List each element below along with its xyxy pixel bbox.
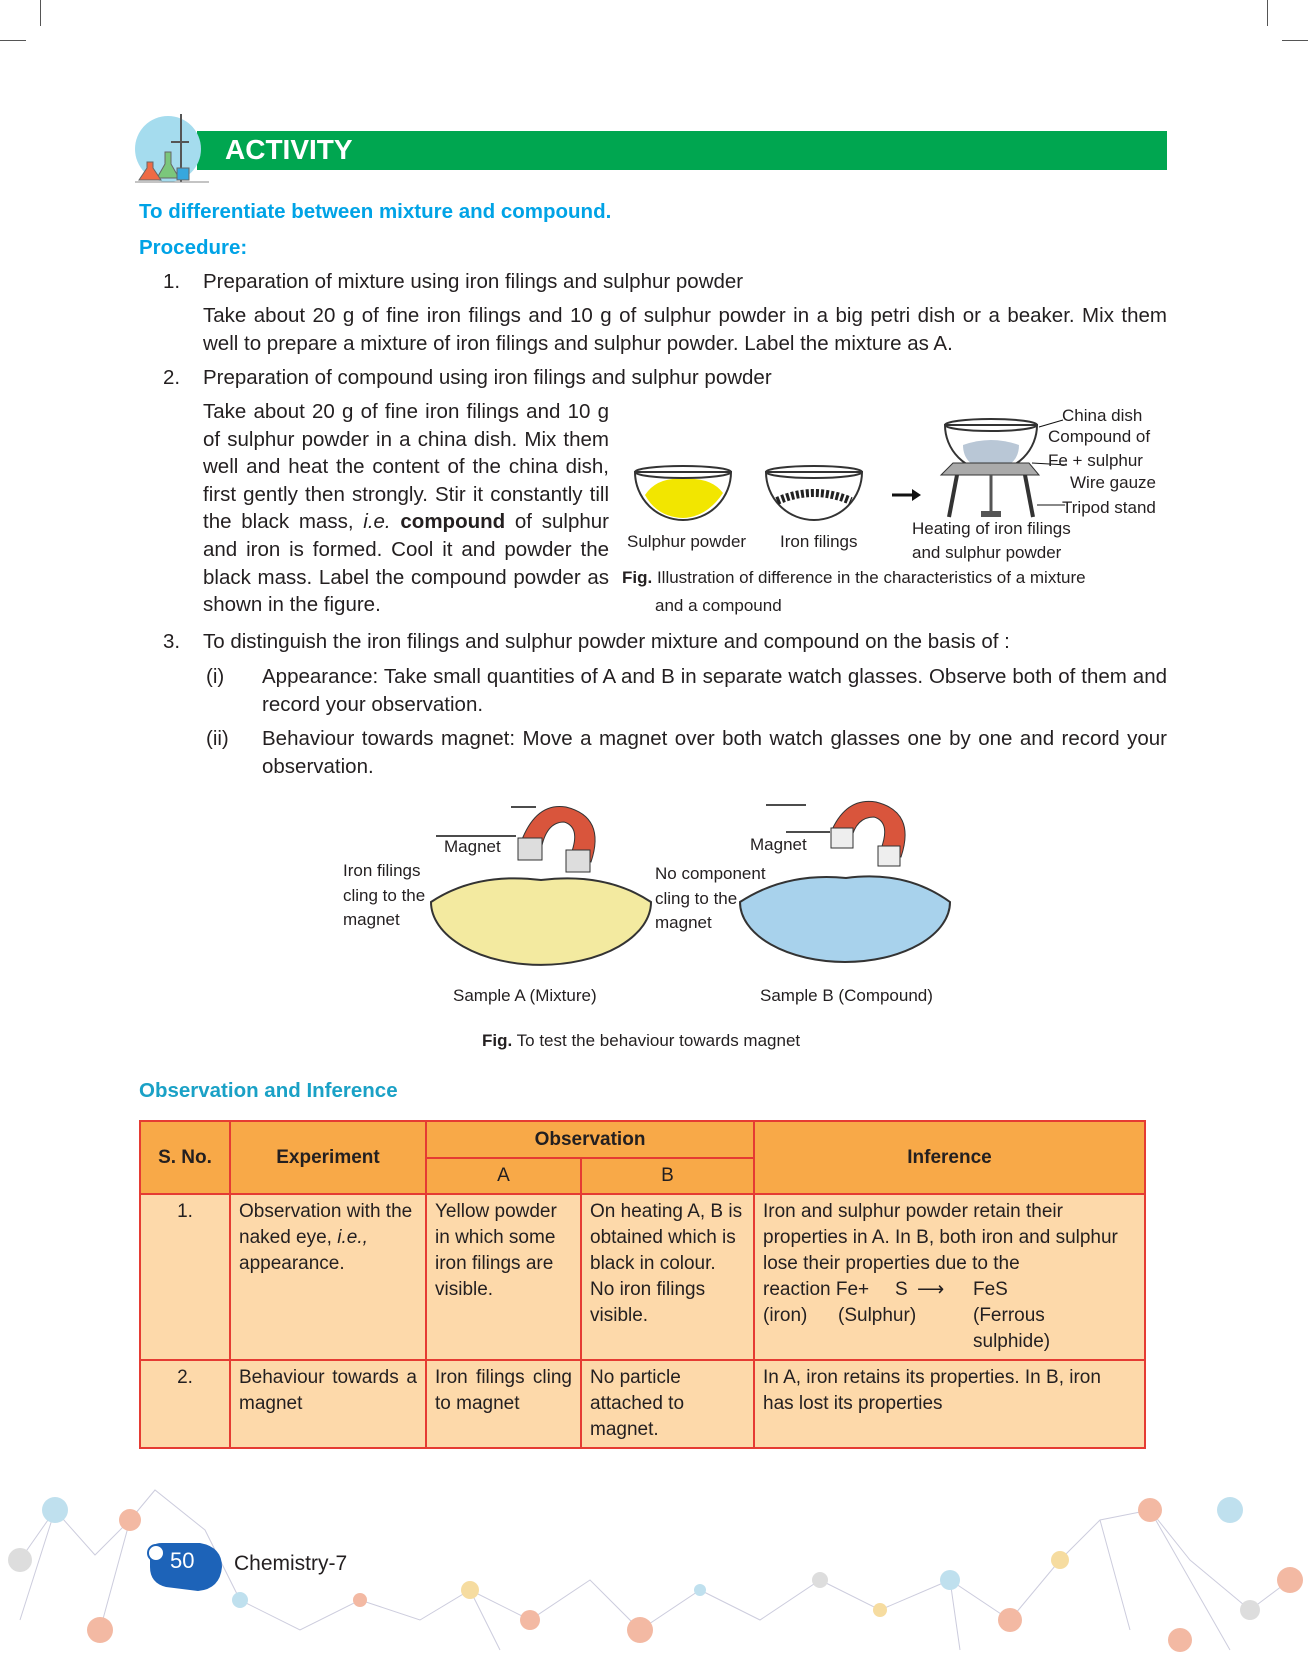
- substep-number: (i): [206, 665, 225, 688]
- substep-number: (ii): [206, 727, 229, 750]
- page-number-badge: [146, 1537, 224, 1593]
- cell-inference: In A, iron retains its properties. In B, iron has lost its properties: [754, 1360, 1145, 1448]
- label-no-cling: No component: [655, 864, 766, 883]
- label-cling: cling to the: [343, 886, 426, 905]
- lab-apparatus-icon: [133, 112, 209, 186]
- header-sno: S. No.: [140, 1121, 230, 1194]
- label-sulphur-powder: Sulphur powder: [627, 532, 747, 551]
- observation-heading: Observation and Inference: [139, 1079, 398, 1102]
- label-no-cling: magnet: [655, 913, 712, 932]
- cell-sno: 1.: [140, 1194, 230, 1360]
- header-experiment: Experiment: [230, 1121, 426, 1194]
- substep-text: Appearance: Take small quantities of A and B in separate watch glasses. Observe both of them and record your observation.: [262, 665, 1167, 716]
- label-heating: Heating of iron filings: [912, 519, 1071, 538]
- crop-mark: [0, 40, 26, 41]
- book-title: Chemistry-7: [234, 1552, 348, 1575]
- header-b: B: [581, 1158, 754, 1194]
- table-row: [140, 1360, 1145, 1448]
- step-title: Preparation of compound using iron filings and sulphur powder: [203, 366, 772, 389]
- label-cling: magnet: [343, 910, 400, 929]
- procedure-heading: Procedure:: [139, 236, 248, 259]
- figure-caption: Fig. To test the behaviour towards magnet: [482, 1031, 801, 1050]
- crop-mark: [1267, 0, 1268, 26]
- label-sample-b: Sample B (Compound): [760, 986, 933, 1005]
- label-china-dish: China dish: [1062, 406, 1143, 425]
- header-inference: Inference: [754, 1121, 1145, 1194]
- header-observation: Observation: [426, 1121, 754, 1158]
- label-no-cling: cling to the: [655, 889, 738, 908]
- label-iron-filings: Iron filings: [780, 532, 858, 551]
- cell-experiment: Observation with the naked eye, i.e., appearance.: [230, 1194, 426, 1360]
- label-compound: Compound of: [1048, 427, 1151, 446]
- label-cling: Iron filings: [343, 861, 421, 880]
- cell-a: Yellow powder in which some iron filings are visible.: [426, 1194, 581, 1360]
- cell-experiment: Behaviour towards a magnet: [230, 1360, 426, 1448]
- cell-a: Iron filings cling to magnet: [426, 1360, 581, 1448]
- crop-mark: [40, 0, 41, 26]
- observation-table: [139, 1120, 1146, 1449]
- step-title: To distinguish the iron filings and sulphur powder mixture and compound on the basis of :: [203, 630, 1010, 653]
- header-a: A: [426, 1158, 581, 1194]
- cell-sno: 2.: [140, 1360, 230, 1448]
- cell-inference: Iron and sulphur powder retain their properties in A. In B, both iron and sulphur lose their properties due to the reaction Fe+ S ⟶ FeS (iron) (Sulphur) (Ferrous sulphide): [754, 1194, 1145, 1360]
- label-wire-gauze: Wire gauze: [1070, 473, 1156, 492]
- label-magnet: Magnet: [444, 837, 501, 856]
- page-number: 50: [170, 1548, 195, 1573]
- substep-text: Behaviour towards magnet: Move a magnet over both watch glasses one by one and record your observation.: [262, 727, 1167, 778]
- label-heating: and sulphur powder: [912, 543, 1062, 562]
- figure-caption: Fig. Illustration of difference in the characteristics of a mixture and a compound: [622, 568, 1086, 615]
- cell-b: On heating A, B is obtained which is black in colour. No iron filings visible.: [581, 1194, 754, 1360]
- step-title: Preparation of mixture using iron filings and sulphur powder: [203, 270, 744, 293]
- step-number: 1.: [163, 270, 181, 293]
- table-row: [140, 1194, 1145, 1360]
- cell-b: No particle attached to magnet.: [581, 1360, 754, 1448]
- label-tripod-stand: Tripod stand: [1062, 498, 1156, 517]
- activity-banner: [197, 131, 1167, 170]
- step-body: Take about 20 g of fine iron filings and 10 g of sulphur powder in a china dish. Mix them well and heat the content of the china dish, first gently then strongly. Stir it constantly till the black mass, i.e. compound of sulphur and iron is formed. Cool it and powder the black mass. Label the compound powder as shown in the figure.: [203, 400, 609, 617]
- label-magnet: Magnet: [750, 835, 807, 854]
- activity-title: ACTIVITY: [225, 134, 353, 165]
- magnet-test-figure: [346, 792, 958, 1016]
- crop-mark: [1282, 40, 1308, 41]
- label-compound: Fe + sulphur: [1048, 451, 1143, 470]
- label-sample-a: Sample A (Mixture): [453, 986, 597, 1005]
- step-number: 2.: [163, 366, 181, 389]
- activity-aim: To differentiate between mixture and compound.: [139, 200, 612, 223]
- step-number: 3.: [163, 630, 181, 653]
- step-body: Take about 20 g of fine iron filings and 10 g of sulphur powder in a big petri dish or a beaker. Mix them well to prepare a mixture of iron filings and sulphur powder. Label the mixture as A.: [203, 304, 1167, 355]
